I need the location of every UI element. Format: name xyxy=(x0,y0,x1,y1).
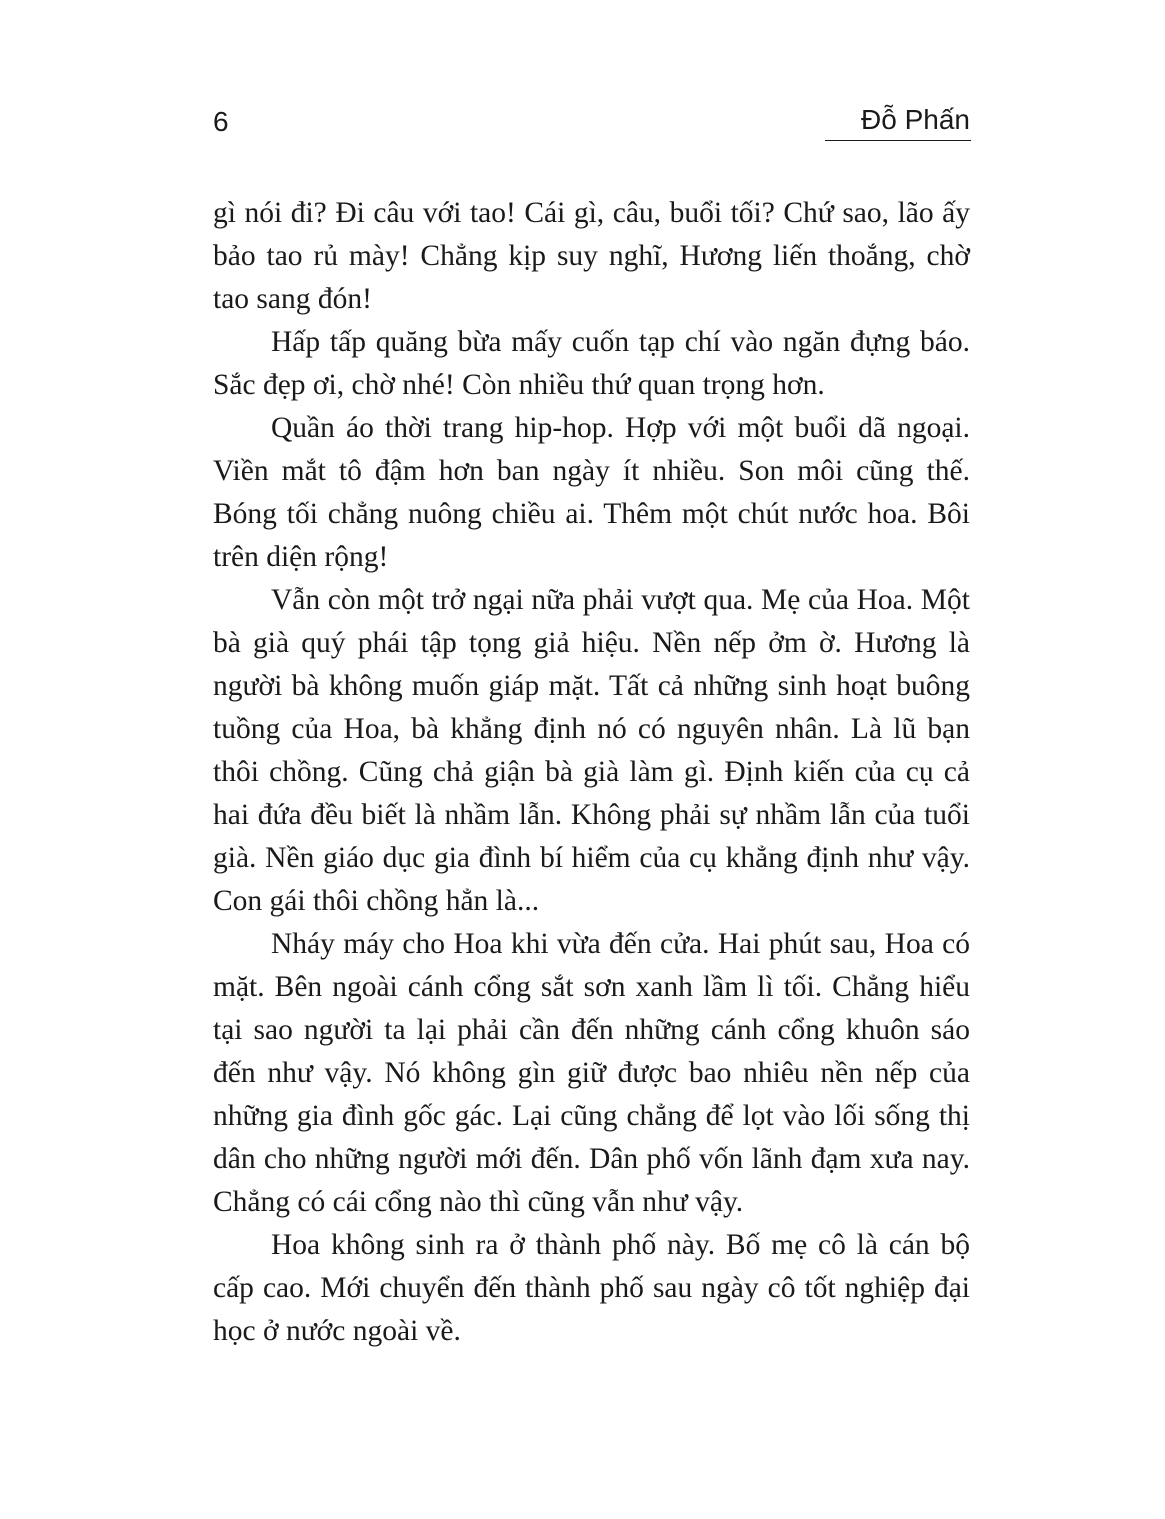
running-header-author: Đỗ Phấn xyxy=(861,104,970,135)
paragraph: Quần áo thời trang hip-hop. Hợp với một buổi dã ngoại. Viền mắt tô đậm hơn ban ngày ít nhiều. Son môi cũng thế. Bóng tối chẳng nuông chiều ai. Thêm một chút nước hoa. Bôi trên diện rộng! xyxy=(213,412,970,573)
paragraph-continued: gì nói đi? Đi câu với tao! Cái gì, câu, buổi tối? Chứ sao, lão ấy bảo tao rủ mày! Chẳng kịp suy nghĩ, Hương liến thoắng, chờ tao sang đón! xyxy=(213,197,970,315)
header-underline xyxy=(825,140,971,141)
paragraph: Hấp tấp quăng bừa mấy cuốn tạp chí vào ngăn đựng báo. Sắc đẹp ơi, chờ nhé! Còn nhiều thứ quan trọng hơn. xyxy=(213,326,970,401)
page-number: 6 xyxy=(213,106,229,137)
body-text xyxy=(213,192,970,1353)
paragraph: Nháy máy cho Hoa khi vừa đến cửa. Hai phút sau, Hoa có mặt. Bên ngoài cánh cổng sắt sơn xanh lầm lì tối. Chẳng hiểu tại sao người ta lại phải cần đến những cánh cổng khuôn sáo đến như vậy. Nó không gìn giữ được bao nhiêu nền nếp của những gia đình gốc gác. Lại cũng chẳng để lọt vào lối sống thị dân cho những người mới đến. Dân phố vốn lãnh đạm xưa nay. Chẳng có cái cổng nào thì cũng vẫn như vậy. xyxy=(213,928,970,1218)
paragraph: Vẫn còn một trở ngại nữa phải vượt qua. Mẹ của Hoa. Một bà già quý phái tập tọng giả hiệu. Nền nếp ởm ờ. Hương là người bà không muốn giáp mặt. Tất cả những sinh hoạt buông tuồng của Hoa, bà khẳng định nó có nguyên nhân. Là lũ bạn thôi chồng. Cũng chả giận bà già làm gì. Định kiến của cụ cả hai đứa đều biết là nhầm lẫn. Không phải sự nhầm lẫn của tuổi già. Nền giáo dục gia đình bí hiểm của cụ khẳng định như vậy. Con gái thôi chồng hẳn là... xyxy=(213,584,970,917)
paragraph: Hoa không sinh ra ở thành phố này. Bố mẹ cô là cán bộ cấp cao. Mới chuyển đến thành phố sau ngày cô tốt nghiệp đại học ở nước ngoài về. xyxy=(213,1229,970,1347)
